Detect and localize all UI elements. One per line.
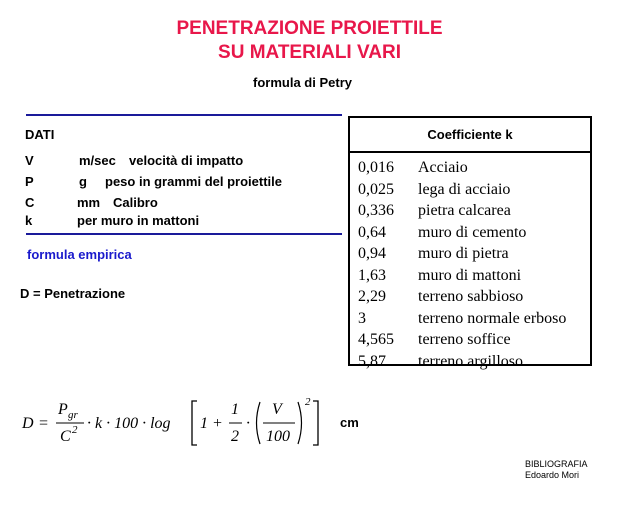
dati-unit: m/sec bbox=[79, 153, 116, 168]
coefficient-table bbox=[348, 116, 592, 370]
coefficient-row bbox=[350, 286, 590, 308]
coefficient-row bbox=[350, 200, 590, 222]
dati-desc: per muro in mattoni bbox=[77, 213, 200, 228]
dati-row-p bbox=[25, 173, 345, 190]
coefficient-material: muro di cemento bbox=[418, 223, 527, 241]
formula-p: P bbox=[58, 401, 68, 418]
bibliography bbox=[525, 459, 588, 481]
dati-row-v bbox=[25, 152, 345, 169]
coefficient-table-body bbox=[350, 153, 590, 372]
dati-desc: velocità di impatto bbox=[129, 153, 244, 168]
coefficient-row bbox=[350, 265, 590, 287]
formula-right-paren bbox=[298, 402, 302, 444]
formula-c-exponent: 2 bbox=[72, 424, 78, 436]
formula-v-denominator: 100 bbox=[266, 428, 290, 445]
penetration-label: D = Penetrazione bbox=[20, 286, 126, 301]
coefficient-material: lega di acciaio bbox=[418, 180, 511, 198]
coefficient-value: 0,016 bbox=[358, 159, 394, 176]
formula-half-numerator: 1 bbox=[231, 401, 239, 418]
dati-heading: DATI bbox=[25, 127, 55, 142]
coefficient-value: 0,94 bbox=[358, 245, 386, 262]
coefficient-value: 4,565 bbox=[358, 331, 394, 348]
formula-dot: · bbox=[246, 415, 250, 432]
title-line-1: PENETRAZIONE PROIETTILE bbox=[176, 18, 443, 39]
formula-lhs: D bbox=[22, 415, 34, 432]
coefficient-value: 0,64 bbox=[358, 223, 386, 241]
coefficient-material: terreno argilloso bbox=[418, 352, 524, 370]
coefficient-material: terreno normale erboso bbox=[418, 309, 567, 327]
formula-equals: = bbox=[38, 415, 49, 432]
dati-symbol: C bbox=[25, 195, 35, 210]
coefficient-value: 5,87 bbox=[358, 352, 386, 370]
formula-one-plus: 1 + bbox=[200, 415, 223, 432]
coefficient-value: 0,336 bbox=[358, 202, 394, 219]
dati-unit: g bbox=[79, 174, 87, 189]
dati-symbol: P bbox=[25, 174, 34, 189]
dati-symbol: V bbox=[25, 153, 34, 168]
coefficient-material: terreno sabbioso bbox=[418, 288, 524, 305]
top-divider bbox=[26, 114, 342, 116]
petry-formula bbox=[20, 392, 330, 452]
coefficient-row bbox=[350, 243, 590, 265]
dati-unit: mm bbox=[77, 195, 101, 210]
formula-unit: cm bbox=[340, 415, 359, 430]
formula-rest: · k · 100 · log bbox=[87, 415, 171, 432]
coefficient-material: Acciaio bbox=[418, 159, 468, 176]
coefficient-table-heading: Coefficiente k bbox=[350, 118, 590, 153]
formula-c: C bbox=[60, 428, 71, 445]
coefficient-material: terreno soffice bbox=[418, 331, 511, 348]
coefficient-row bbox=[350, 351, 590, 373]
coefficient-row bbox=[350, 179, 590, 201]
formula-right-bracket bbox=[313, 401, 318, 445]
dati-symbol: k bbox=[25, 213, 33, 228]
formula-exponent: 2 bbox=[305, 396, 311, 408]
coefficient-value: 3 bbox=[358, 309, 366, 327]
empirical-formula-label: formula empirica bbox=[27, 247, 132, 262]
formula-left-paren bbox=[257, 402, 261, 444]
dati-desc: Calibro bbox=[113, 195, 158, 210]
bibliography-author: Edoardo Mori bbox=[525, 470, 580, 480]
coefficient-row bbox=[350, 157, 590, 179]
formula-v-numerator: V bbox=[272, 401, 282, 418]
dati-row-c bbox=[25, 194, 345, 211]
coefficient-material: muro di mattoni bbox=[418, 266, 522, 284]
dati-desc: peso in grammi del proiettile bbox=[105, 174, 282, 189]
bibliography-label: BIBLIOGRAFIA bbox=[525, 459, 588, 469]
coefficient-value: 1,63 bbox=[358, 266, 386, 284]
coefficient-row bbox=[350, 222, 590, 244]
formula-p-subscript: gr bbox=[68, 409, 78, 421]
coefficient-row bbox=[350, 329, 590, 351]
formula-left-bracket bbox=[192, 401, 197, 445]
bottom-divider bbox=[26, 233, 342, 235]
coefficient-row bbox=[350, 308, 590, 330]
coefficient-material: pietra calcarea bbox=[418, 202, 511, 219]
formula-half-denominator: 2 bbox=[231, 428, 239, 445]
dati-row-k bbox=[25, 212, 345, 229]
coefficient-value: 2,29 bbox=[358, 288, 386, 305]
title-line-2: SU MATERIALI VARI bbox=[218, 42, 401, 63]
coefficient-material: muro di pietra bbox=[418, 245, 509, 262]
coefficient-value: 0,025 bbox=[358, 180, 394, 198]
subtitle: formula di Petry bbox=[253, 75, 352, 90]
